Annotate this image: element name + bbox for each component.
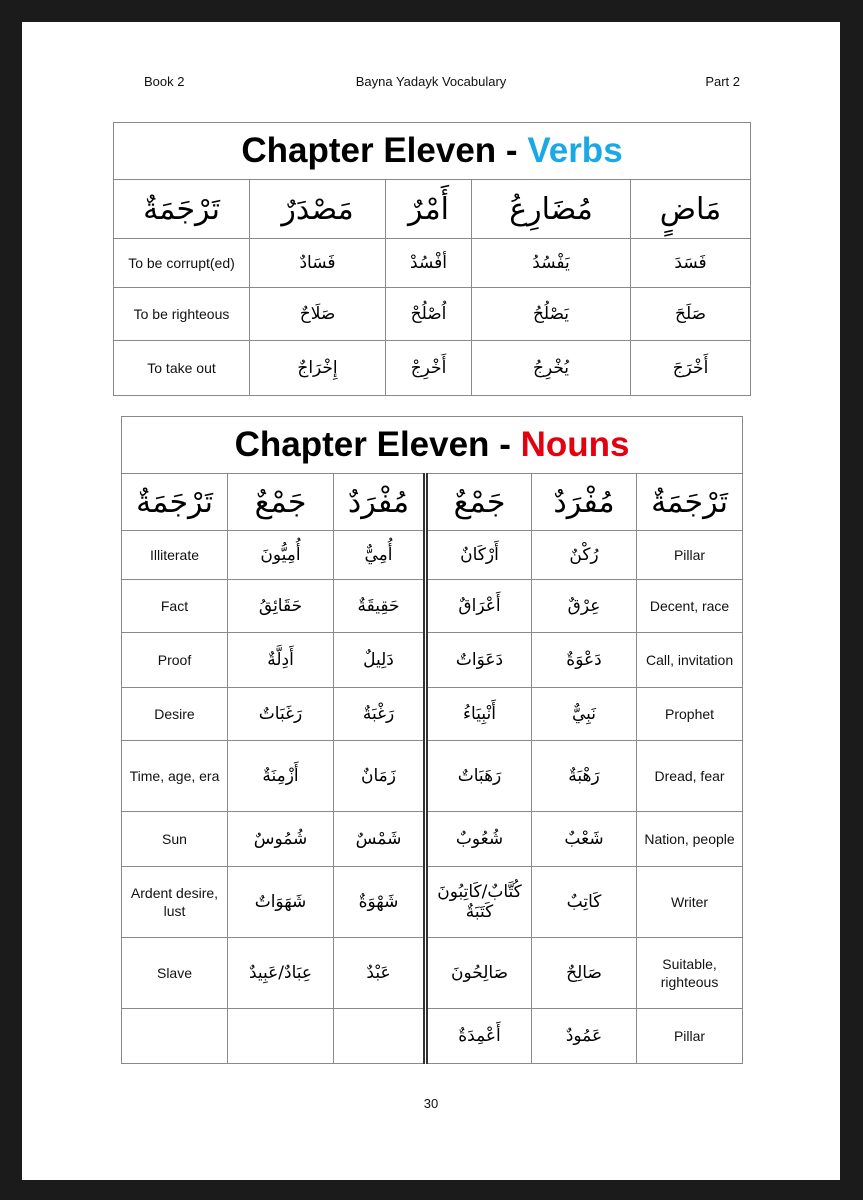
column-header: أَمْرٌ — [386, 180, 472, 239]
table-row — [114, 288, 751, 341]
translation-cell: Sun — [122, 812, 228, 867]
translation-cell: Call, invitation — [637, 633, 743, 688]
plural-cell: حَقَائِقُ — [228, 580, 334, 633]
verbs-table — [113, 122, 751, 396]
plural-cell: رَغَبَاتٌ — [228, 688, 334, 741]
translation-cell: To be corrupt(ed) — [114, 239, 250, 288]
column-header: جَمْعٌ — [426, 474, 532, 531]
singular-cell: عِرْقٌ — [532, 580, 637, 633]
translation-cell: Decent, race — [637, 580, 743, 633]
column-header: تَرْجَمَةٌ — [637, 474, 743, 531]
column-header: مُفْرَدٌ — [532, 474, 637, 531]
translation-cell: Suitable, righteous — [637, 938, 743, 1009]
header-title: Bayna Yadayk Vocabulary — [355, 74, 507, 89]
amr-cell: أَخْرِجْ — [386, 341, 472, 396]
page-number: 30 — [423, 1096, 439, 1111]
translation-cell: Dread, fear — [637, 741, 743, 812]
nouns-title-dash: - — [499, 425, 511, 464]
amr-cell: أفْسُدْ — [386, 239, 472, 288]
nouns-header-row — [122, 474, 743, 531]
table-row — [122, 938, 743, 1009]
table-row — [114, 341, 751, 396]
translation-cell: To take out — [114, 341, 250, 396]
table-row — [122, 741, 743, 812]
plural-cell: أَعْرَاقٌ — [426, 580, 532, 633]
column-header: تَرْجَمَةٌ — [122, 474, 228, 531]
table-row — [122, 812, 743, 867]
translation-cell: Writer — [637, 867, 743, 938]
plural-cell: شَهَوَاتٌ — [228, 867, 334, 938]
document-page — [22, 22, 840, 1180]
table-row — [114, 239, 751, 288]
verbs-title-chapter: Chapter — [241, 131, 374, 170]
singular-cell: شَعْبٌ — [532, 812, 637, 867]
singular-cell: نَبِيٌّ — [532, 688, 637, 741]
translation-cell: To be righteous — [114, 288, 250, 341]
plural-cell: رَهَبَاتٌ — [426, 741, 532, 812]
column-header: مُضَارِعُ — [472, 180, 631, 239]
plural-cell: أَنْبِيَاءُ — [426, 688, 532, 741]
plural-cell — [228, 1009, 334, 1064]
singular-cell: عَمُودٌ — [532, 1009, 637, 1064]
column-header: مُفْرَدٌ — [334, 474, 426, 531]
nouns-title-eleven: Eleven — [376, 425, 490, 464]
singular-cell: كَاتِبٌ — [532, 867, 637, 938]
nouns-title-accent: Nouns — [520, 425, 630, 464]
singular-cell: حَقِيقَةٌ — [334, 580, 426, 633]
nouns-table — [121, 416, 743, 1064]
plural-cell: أَدِلَّةٌ — [228, 633, 334, 688]
table-row — [122, 531, 743, 580]
column-header: جَمْعٌ — [228, 474, 334, 531]
singular-cell: شَمْسٌ — [334, 812, 426, 867]
singular-cell: رَهْبَةٌ — [532, 741, 637, 812]
plural-cell: أَرْكَانٌ — [426, 531, 532, 580]
translation-cell: Fact — [122, 580, 228, 633]
translation-cell: Nation, people — [637, 812, 743, 867]
madi-cell: أَخْرَجَ — [631, 341, 751, 396]
mudari-cell: يَصْلُحُ — [472, 288, 631, 341]
verbs-title — [114, 123, 751, 180]
translation-cell: Slave — [122, 938, 228, 1009]
translation-cell — [122, 1009, 228, 1064]
table-row — [122, 867, 743, 938]
table-row — [122, 1009, 743, 1064]
column-header: تَرْجَمَةٌ — [114, 180, 250, 239]
verbs-title-dash: - — [505, 131, 518, 170]
plural-cell: كُتَّابٌ/كَاتِبُونَ كَتَبَةٌ — [426, 867, 532, 938]
mudari-cell: يُخْرِجُ — [472, 341, 631, 396]
plural-cell: عِبَادٌ/عَبِيدٌ — [228, 938, 334, 1009]
translation-cell: Illiterate — [122, 531, 228, 580]
singular-cell — [334, 1009, 426, 1064]
translation-cell: Time, age, era — [122, 741, 228, 812]
singular-cell: دَلِيلٌ — [334, 633, 426, 688]
running-header — [22, 74, 840, 94]
plural-cell: أَزْمِنَةٌ — [228, 741, 334, 812]
translation-cell: Pillar — [637, 531, 743, 580]
table-row — [122, 633, 743, 688]
madi-cell: صَلَحَ — [631, 288, 751, 341]
table-row — [122, 580, 743, 633]
verbs-header-row — [114, 180, 751, 239]
plural-cell: صَالِحُونَ — [426, 938, 532, 1009]
header-part: Part 2 — [705, 74, 740, 89]
table-row — [122, 688, 743, 741]
header-book: Book 2 — [144, 74, 185, 89]
singular-cell: عَبْدٌ — [334, 938, 426, 1009]
madi-cell: فَسَدَ — [631, 239, 751, 288]
nouns-title — [122, 417, 743, 474]
plural-cell: أُمِيُّونَ — [228, 531, 334, 580]
column-header: مَاضٍ — [631, 180, 751, 239]
plural-cell: دَعَوَاتٌ — [426, 633, 532, 688]
singular-cell: زَمَانٌ — [334, 741, 426, 812]
verbs-title-eleven: Eleven — [383, 131, 497, 170]
singular-cell: رُكْنٌ — [532, 531, 637, 580]
singular-cell: شَهْوَةٌ — [334, 867, 426, 938]
translation-cell: Ardent desire, lust — [122, 867, 228, 938]
translation-cell: Proof — [122, 633, 228, 688]
singular-cell: صَالِحٌ — [532, 938, 637, 1009]
verbs-title-accent: Verbs — [527, 131, 623, 170]
plural-cell: شُمُوسٌ — [228, 812, 334, 867]
nouns-title-chapter: Chapter — [234, 425, 367, 464]
singular-cell: أُمِيٌّ — [334, 531, 426, 580]
masdar-cell: صَلَاحٌ — [250, 288, 386, 341]
amr-cell: اُصْلُحْ — [386, 288, 472, 341]
masdar-cell: فَسَادٌ — [250, 239, 386, 288]
column-header: مَصْدَرٌ — [250, 180, 386, 239]
singular-cell: رَغْبَةٌ — [334, 688, 426, 741]
singular-cell: دَعْوَةٌ — [532, 633, 637, 688]
translation-cell: Prophet — [637, 688, 743, 741]
plural-cell: شُعُوبٌ — [426, 812, 532, 867]
plural-cell: أَعْمِدَةٌ — [426, 1009, 532, 1064]
masdar-cell: إِخْرَاجٌ — [250, 341, 386, 396]
mudari-cell: يَفْسُدُ — [472, 239, 631, 288]
translation-cell: Desire — [122, 688, 228, 741]
translation-cell: Pillar — [637, 1009, 743, 1064]
